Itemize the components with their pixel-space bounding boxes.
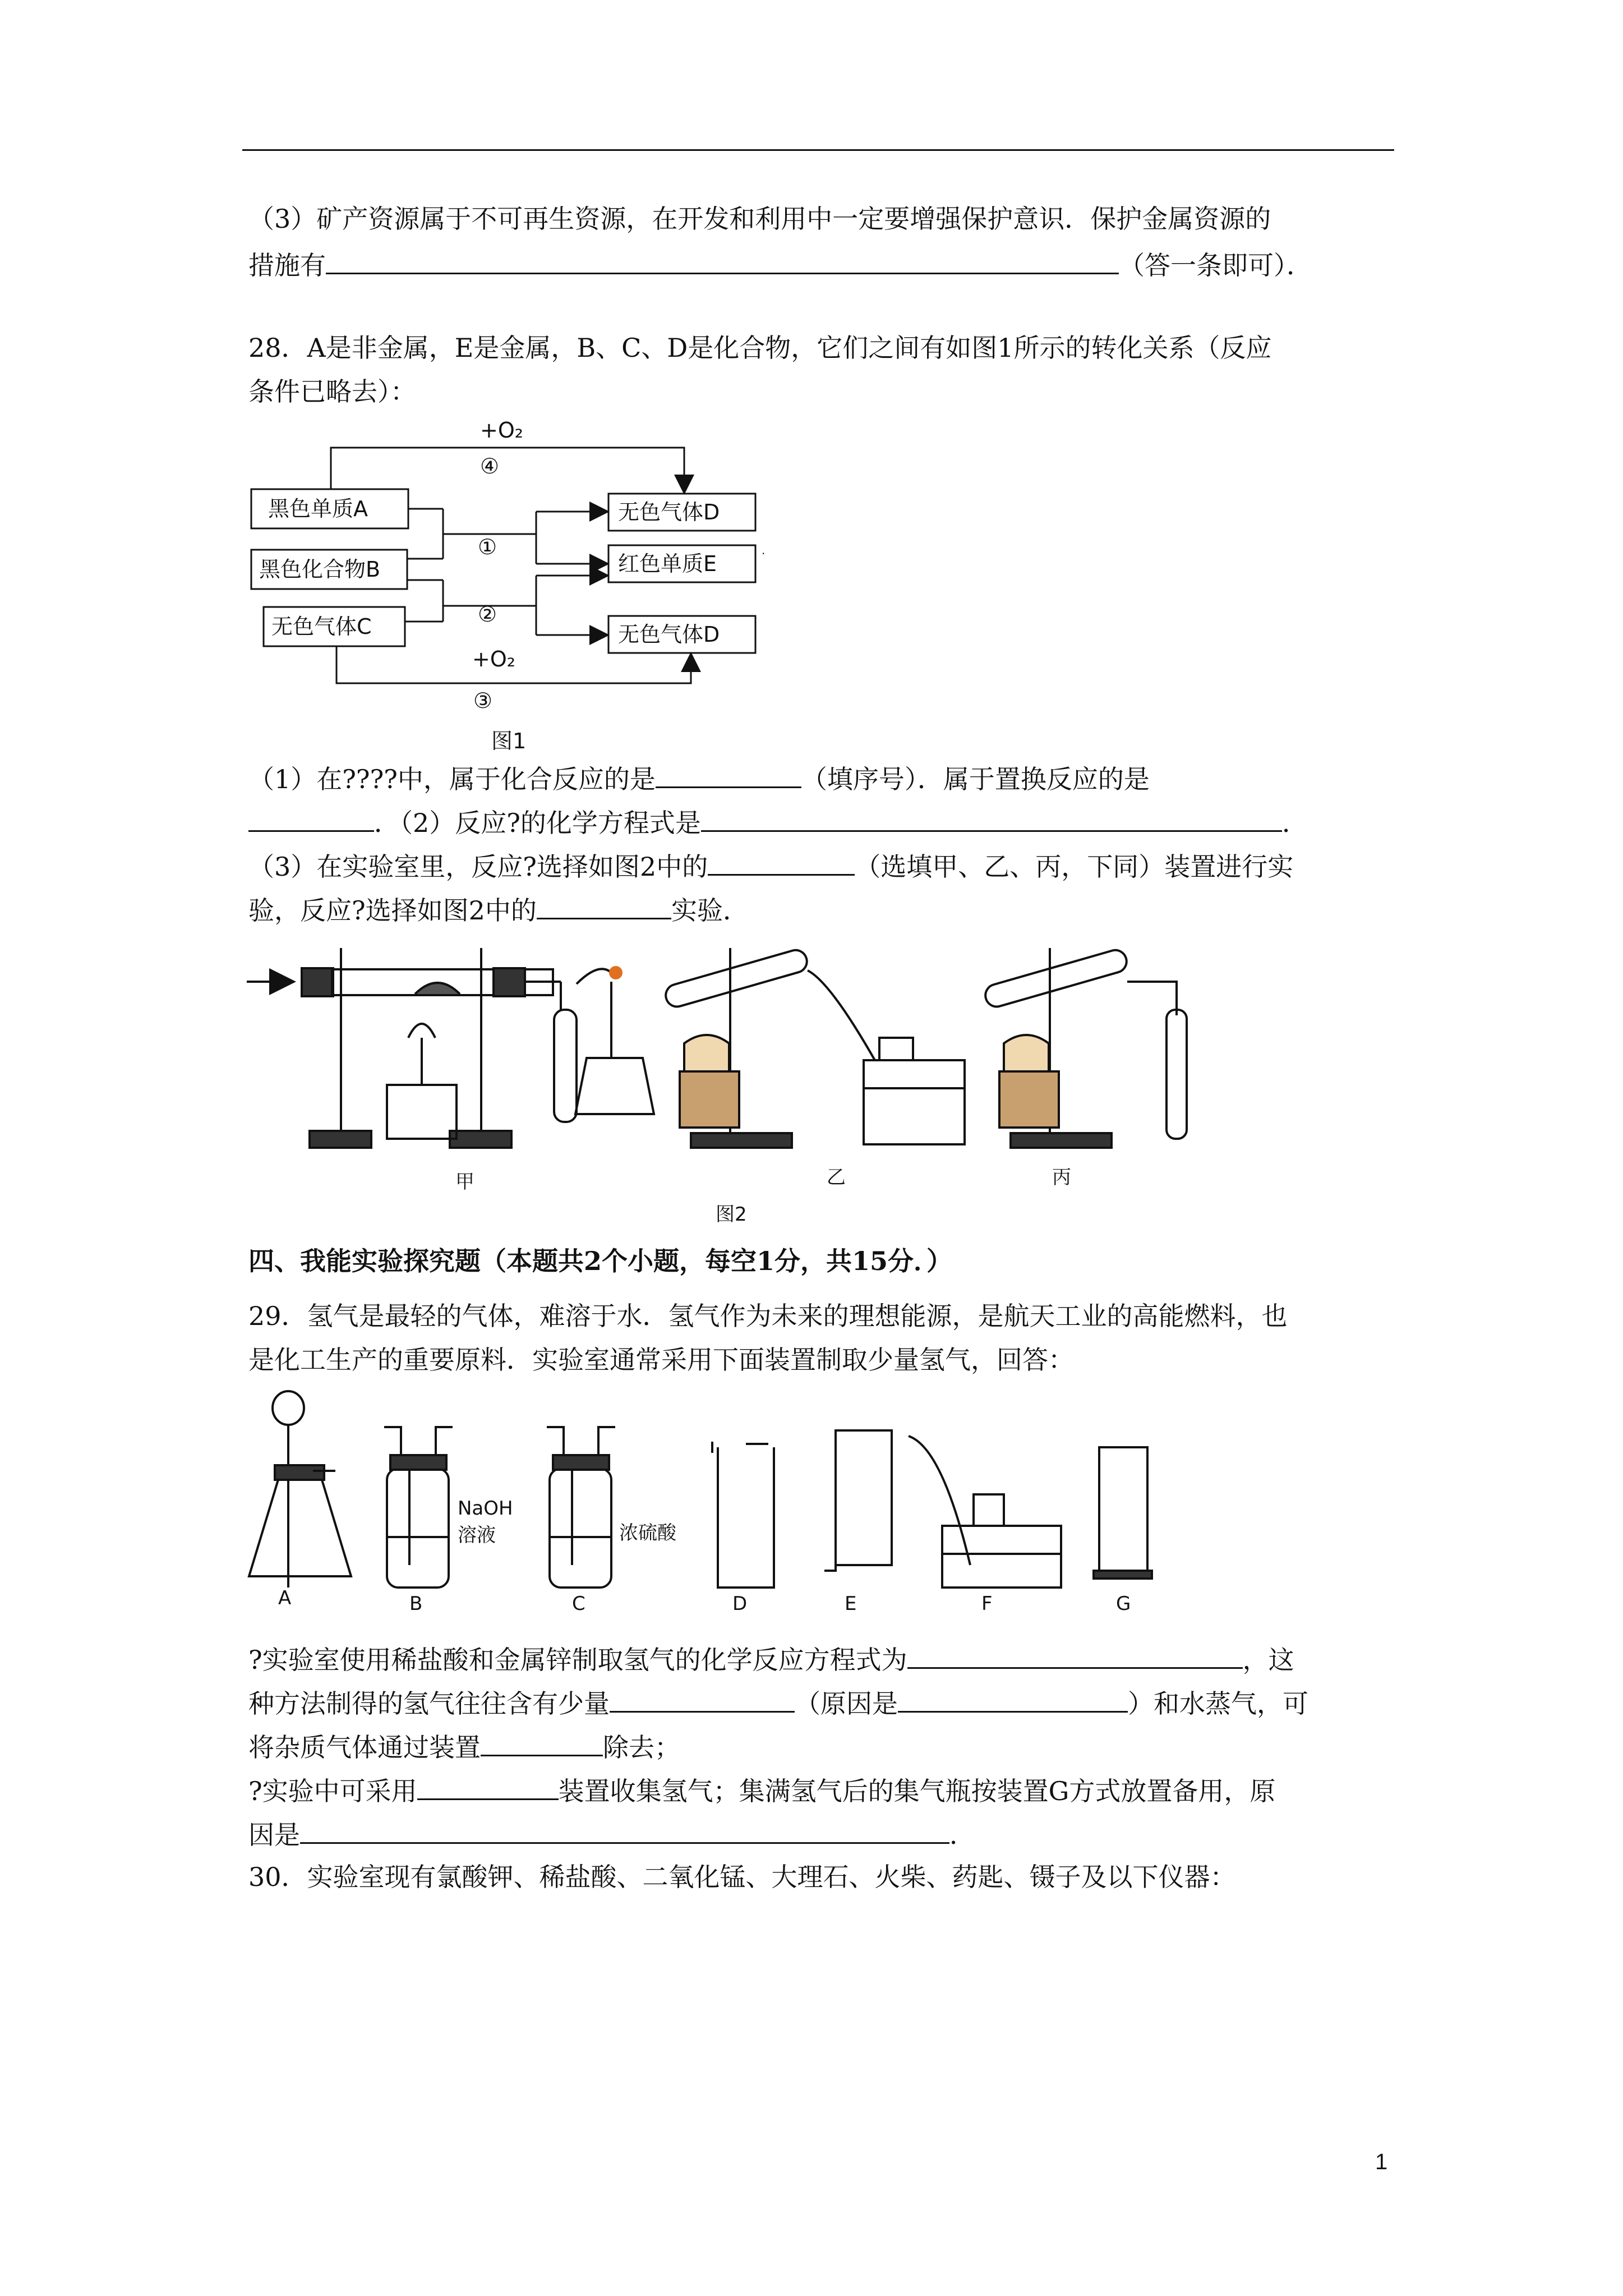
blank-displacement-reaction[interactable] [248, 804, 374, 832]
o2-top-label: +O₂ [480, 418, 523, 443]
section-4-heading: 四、我能实验探究题（本题共2个小题，每空1分，共15分．） [248, 1246, 953, 1276]
box-d2-label: 无色气体D [618, 622, 720, 647]
q29-sentence-2: 种方法制得的氢气往往含有少量 （原因是 ）和水蒸气，可 [248, 1685, 1308, 1720]
q28-part-4: 验，反应?选择如图2中的 实验． [248, 892, 749, 927]
figure-1-caption: 图1 [491, 729, 527, 753]
label-a: A [278, 1587, 292, 1609]
box-a-label: 黑色单质A [268, 496, 368, 521]
q28-intro-1: 28．A是非金属，E是金属，B、C、D是化合物，它们之间有如图1所示的转化关系（反应 [248, 333, 1272, 363]
q28-part-2: ．（2）反应?的化学方程式是 ． [248, 804, 1308, 840]
blank-collect-apparatus[interactable] [417, 1773, 559, 1800]
label-yi: 乙 [827, 1166, 846, 1189]
page-number: 1 [1375, 2150, 1388, 2174]
header-rule [242, 149, 1394, 151]
figure-2-caption: 图2 [716, 1203, 747, 1226]
q28-intro-2: 条件已略去）： [248, 376, 416, 407]
q29-intro-1: 29．氢气是最轻的气体，难溶于水．氢气作为未来的理想能源，是航天工业的高能燃料，也 [248, 1301, 1288, 1331]
q29-sentence-5: 因是 ． [248, 1816, 975, 1852]
label-bing: 丙 [1052, 1166, 1071, 1189]
acid-label: 浓硫酸 [619, 1522, 676, 1544]
q27-line-2: 措施有 （答一条即可）． [248, 247, 1312, 282]
blank-combination-reaction[interactable] [656, 761, 801, 788]
reaction-1-number: ① [478, 535, 497, 559]
naoh-label-2: 溶液 [458, 1524, 496, 1547]
q29-intro-2: 是化工生产的重要原料．实验室通常采用下面装置制取少量氢气，回答： [248, 1345, 1074, 1375]
blank-equation[interactable] [701, 804, 1282, 832]
reaction-2-number: ② [478, 602, 497, 627]
label-e: E [845, 1593, 857, 1615]
label-d: D [732, 1593, 748, 1615]
q29-sentence-4: ?实验中可采用 装置收集氢气；集满氢气后的集气瓶按装置G方式放置备用，原 [248, 1773, 1275, 1808]
label-c: C [572, 1593, 585, 1615]
reaction-3-number: ③ [473, 688, 493, 713]
blank-storage-reason[interactable] [300, 1816, 949, 1844]
blank-impurity[interactable] [610, 1685, 795, 1713]
q29-apparatus-figure [247, 1386, 1200, 1644]
o2-bottom-label: +O₂ [472, 647, 515, 671]
blank-zinc-equation[interactable] [907, 1641, 1243, 1669]
q27-line-1: （3）矿产资源属于不可再生资源，在开发和利用中一定要增强保护意识．保护金属资源的 [248, 204, 1271, 234]
box-c-label: 无色气体C [271, 614, 372, 639]
q29-sentence-3: 将杂质气体通过装置 除去； [248, 1729, 680, 1764]
label-g: G [1116, 1593, 1131, 1615]
naoh-label-1: NaOH [458, 1497, 513, 1520]
figure-2-apparatus [247, 948, 1503, 1228]
q28-part-1: （1）在????中，属于化合反应的是 （填序号）．属于置换反应的是 [248, 761, 1150, 796]
svg-text:.: . [762, 544, 766, 557]
blank-apparatus-2[interactable] [537, 892, 671, 919]
box-d1-label: 无色气体D [618, 500, 720, 524]
q28-part-3: （3）在实验室里，反应?选择如图2中的 （选填甲、乙、丙，下同）装置进行实 [248, 848, 1293, 884]
blank-q27-measure[interactable] [326, 247, 1119, 274]
q30-intro: 30．实验室现有氯酸钾、稀盐酸、二氧化锰、大理石、火柴、药匙、镊子及以下仪器： [248, 1862, 1236, 1892]
reaction-4-number: ④ [480, 454, 500, 478]
box-e-label: 红色单质E [618, 551, 717, 576]
blank-purify-apparatus[interactable] [481, 1729, 603, 1756]
blank-reason[interactable] [898, 1685, 1128, 1713]
label-jia: 甲 [455, 1171, 474, 1193]
q29-sentence-1: ?实验室使用稀盐酸和金属锌制取氢气的化学反应方程式为 ，这 [248, 1641, 1294, 1677]
blank-apparatus-1[interactable] [708, 848, 855, 876]
figure-1-conversion-diagram [247, 415, 774, 763]
label-b: B [409, 1593, 423, 1615]
box-b-label: 黑色化合物B [259, 557, 381, 582]
label-f: F [981, 1593, 993, 1615]
